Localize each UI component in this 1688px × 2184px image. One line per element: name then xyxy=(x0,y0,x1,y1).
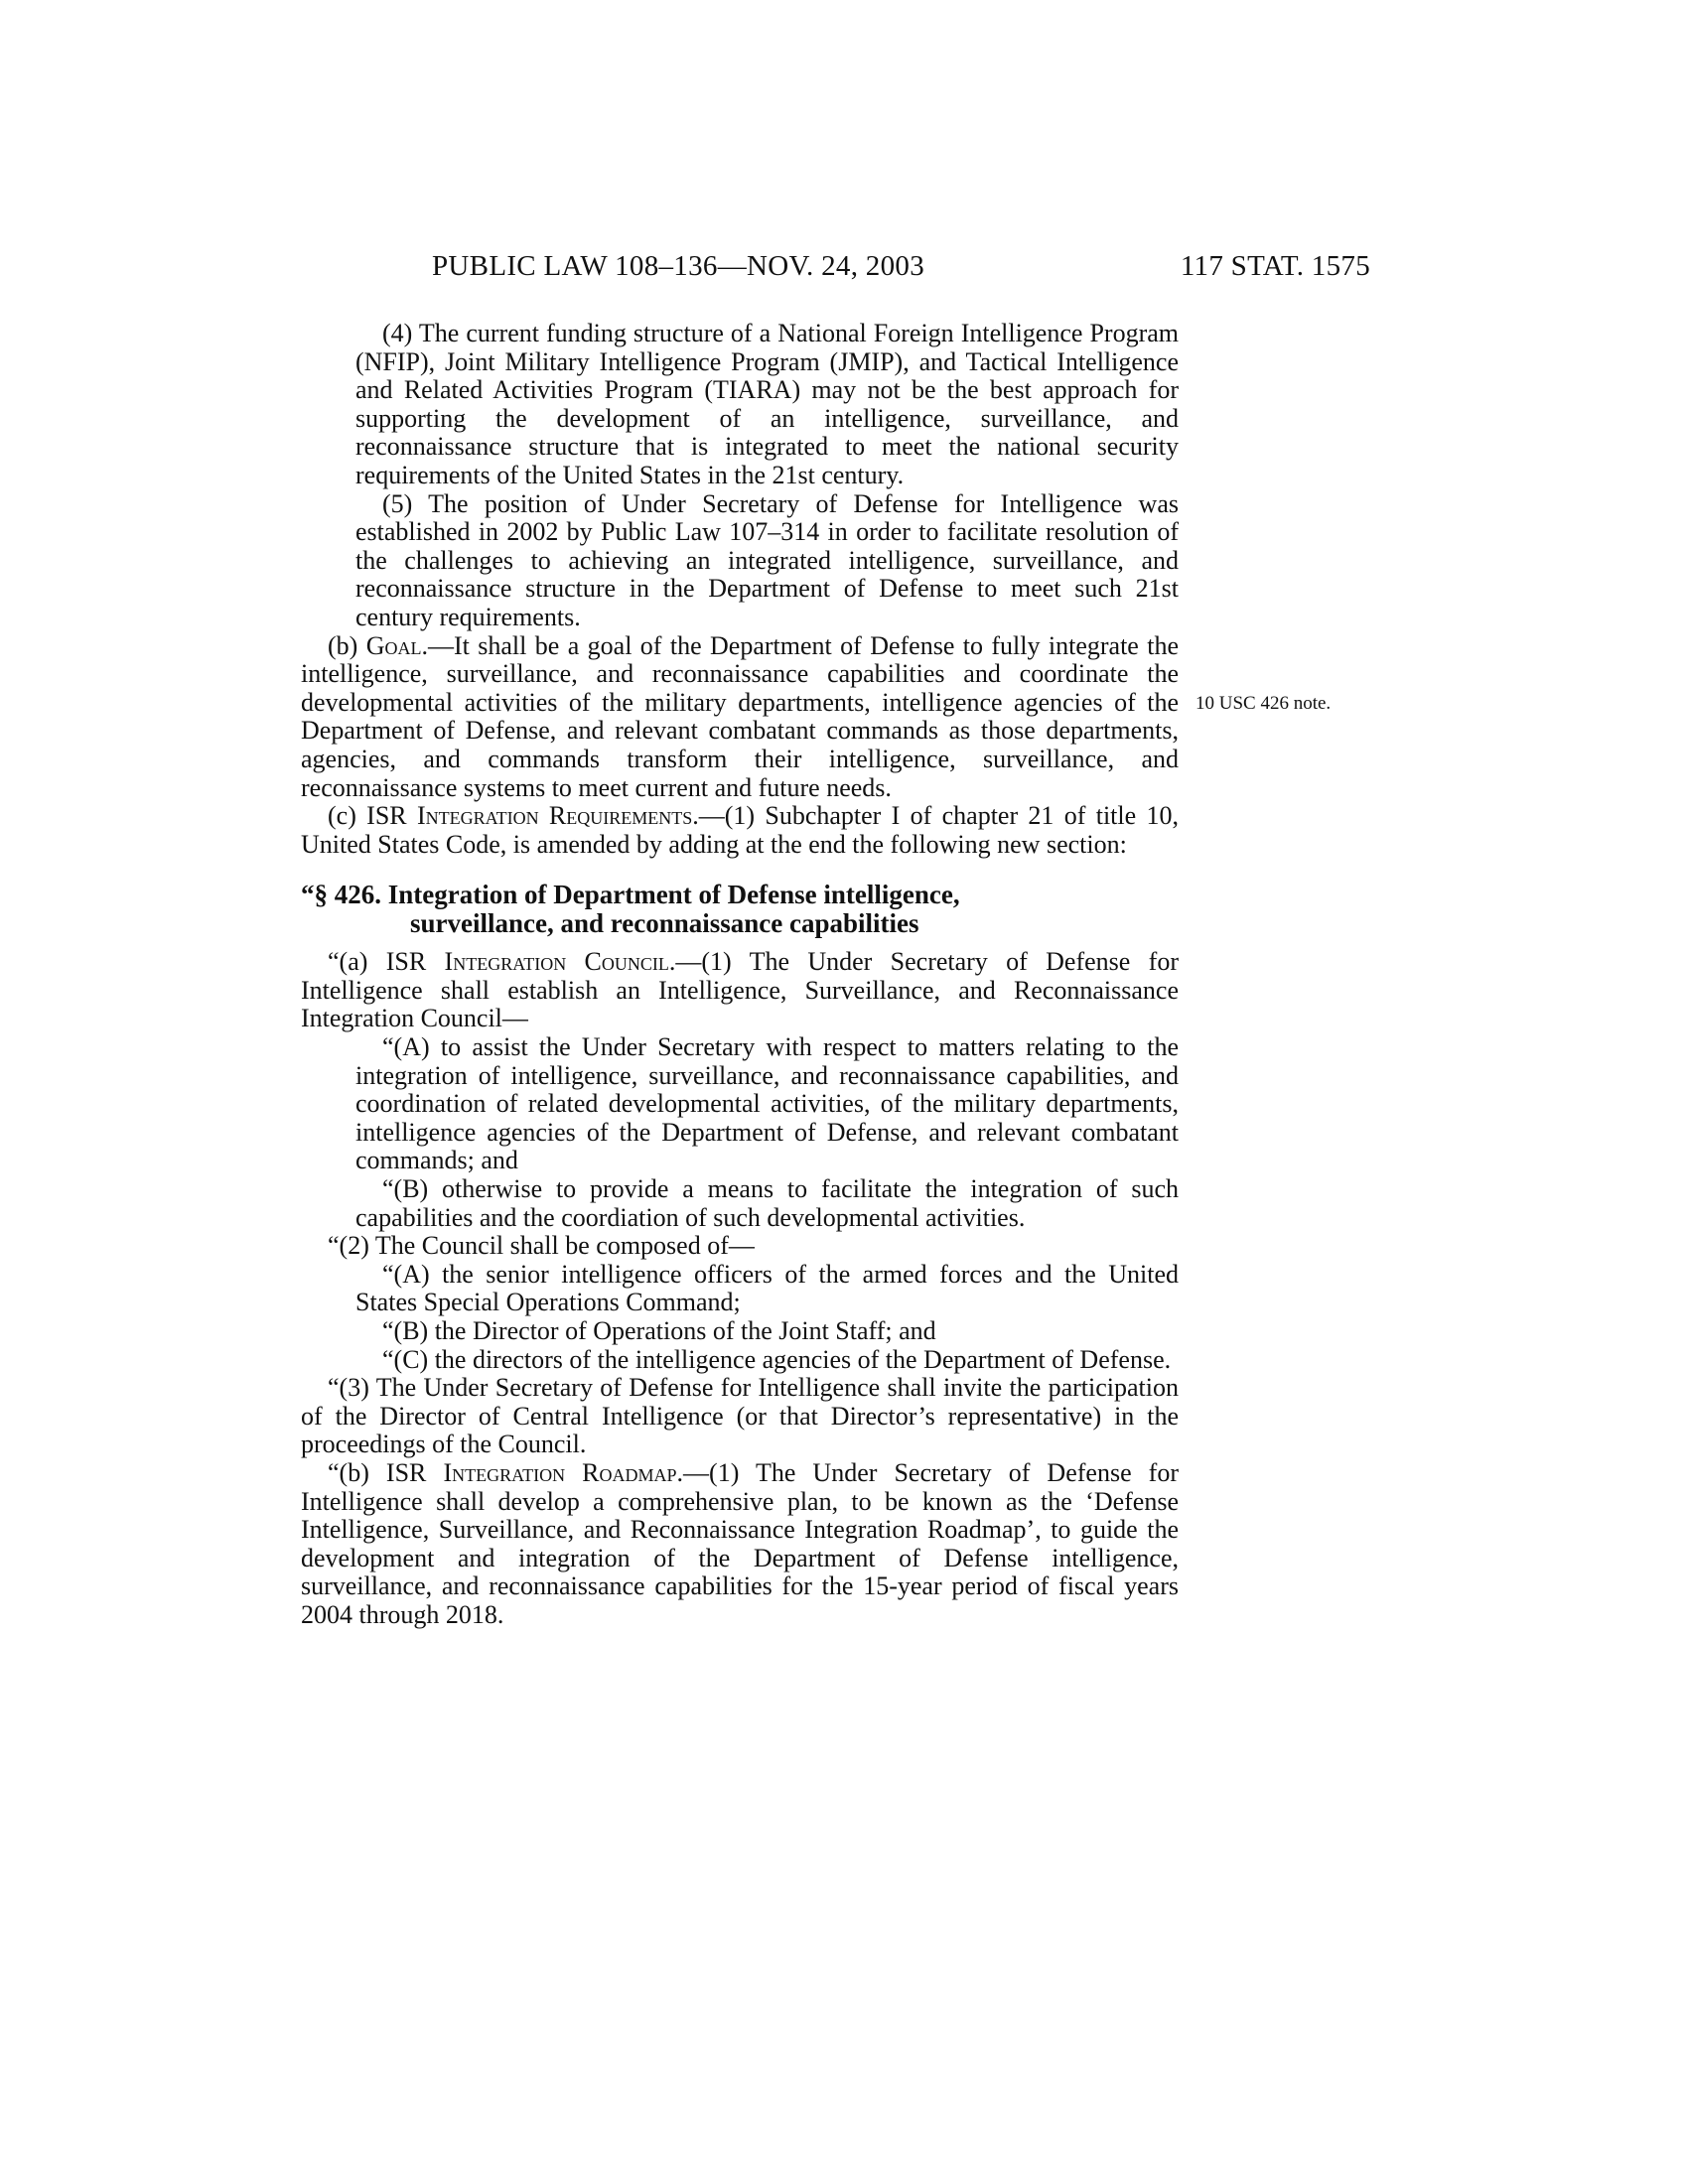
isr-roadmap-text: .—(1) The Under Secretary of Defense for Intelligence shall develop a comprehensive plan, to be known as the ‘Defense Intelligence, Surveillance, and Reconnaissance Integration Roadmap’, to guide the development and integration of the Department of Defense intelligence, surveillance, and reconnaissance capabilities for the 15-year period of fiscal years 2004 through 2018. xyxy=(301,1457,1179,1629)
composition-item-c: “(C) the directors of the intelligence agencies of the Department of Defense. xyxy=(382,1344,1172,1374)
goal-prefix: (b) xyxy=(328,630,366,660)
paragraph-isr-council xyxy=(301,948,1179,1033)
isr-req-prefix: (c) ISR xyxy=(328,801,417,831)
isr-council-text: .—(1) The Under Secretary of Defense for Intelligence shall establish an Intelligence, Surveillance, and Reconnaissance Integration Council— xyxy=(301,947,1179,1033)
paragraph-isr-roadmap xyxy=(301,1459,1179,1630)
isr-council-heading: Integration Council xyxy=(444,947,669,977)
council-participation: “(3) The Under Secretary of Defense for Intelligence shall invite the participation of the Director of Central Intelligence (or that Director’s representative) in the proceedings of the Council. xyxy=(301,1373,1179,1459)
isr-req-heading: Integration Requirements xyxy=(416,801,693,831)
section-heading xyxy=(301,881,1179,938)
isr-roadmap-prefix: “(b) ISR xyxy=(328,1457,444,1487)
paragraph-isr-requirements xyxy=(301,802,1179,859)
isr-req-text: .—(1) Subchapter I of chapter 21 of title 10, United States Code, is amended by adding at the end the following new section: xyxy=(301,801,1179,859)
council-item-a: “(A) to assist the Under Secretary with respect to matters relating to the integration of intelligence, surveillance, and reconnaissance capabilities, and coordination of related developmental activities, of the military departments, intelligence agencies of the Department of Defense, and relevant combatant commands; and xyxy=(355,1032,1179,1175)
public-law-header: PUBLIC LAW 108–136—NOV. 24, 2003 xyxy=(432,250,925,282)
goal-heading: Goal xyxy=(365,630,422,660)
section-heading-line-1: “§ 426. Integration of Department of Defense intelligence, xyxy=(301,880,960,910)
goal-text: .—It shall be a goal of the Department of Defense to fully integrate the intelligence, surveillance, and reconnaissance capabilities and coordinate the developmental activities of the military departments, intelligence agencies of the Department of Defense, and relevant combatant commands as those departments, agencies, and commands transform their intelligence, surveillance, and reconnaissance systems to meet current and future needs. xyxy=(301,630,1179,802)
isr-council-prefix: “(a) ISR xyxy=(328,947,445,977)
paragraph-goal xyxy=(301,632,1179,803)
statute-page-number: 117 STAT. 1575 xyxy=(1180,250,1370,282)
isr-roadmap-heading: Integration Roadmap xyxy=(443,1457,677,1487)
section-heading-line-2: surveillance, and reconnaissance capabilities xyxy=(410,908,919,939)
paragraph-4: (4) The current funding structure of a National Foreign Intelligence Program (NFIP), Joint Military Intelligence Program (JMIP), and Tactical Intelligence and Related Activities Program (TIARA) may not be the best approach for supporting the development of an intelligence, surveillance, and reconnaissance structure that is integrated to meet the national security requirements of the United States in the 21st century. xyxy=(355,319,1179,489)
composition-item-b: “(B) the Director of Operations of the Joint Staff; and xyxy=(382,1316,936,1345)
running-header xyxy=(298,250,1370,290)
paragraph-5: (5) The position of Under Secretary of Defense for Intelligence was established in 2002 by Public Law 107–314 in order to facilitate resolution of the challenges to achieving an integrated intelligence, surveillance, and reconnaissance structure in the Department of Defense to meet such 21st century requirements. xyxy=(355,488,1179,631)
margin-note: 10 USC 426 note. xyxy=(1196,693,1332,714)
council-composition: “(2) The Council shall be composed of— xyxy=(328,1231,755,1261)
composition-item-a: “(A) the senior intelligence officers of the armed forces and the United States Special Operations Command; xyxy=(355,1259,1179,1317)
document-body xyxy=(301,320,1179,1630)
council-item-b: “(B) otherwise to provide a means to facilitate the integration of such capabilities and the coordiation of such developmental activities. xyxy=(355,1174,1179,1232)
